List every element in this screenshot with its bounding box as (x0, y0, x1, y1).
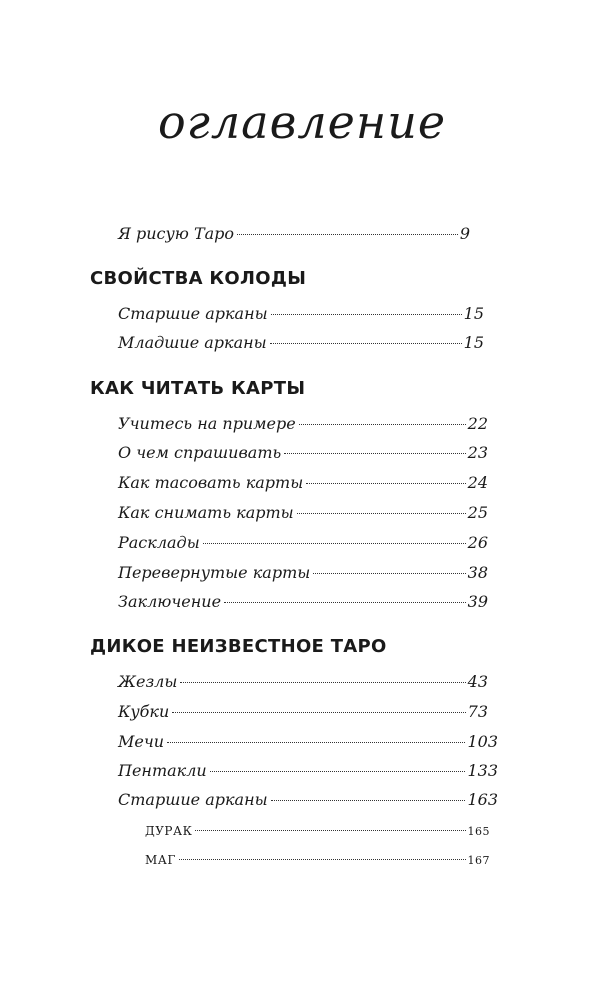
page-number: 165 (467, 825, 490, 838)
dot-leader (210, 770, 466, 772)
toc-entry[interactable] (118, 788, 498, 812)
entry-label: ДУРАК (145, 824, 193, 838)
entry-label: Я рисую Таро (118, 224, 235, 243)
entry-label: Кубки (118, 702, 170, 721)
page-number: 15 (463, 304, 484, 323)
toc-entry[interactable] (118, 331, 484, 355)
entry-label: О чем спрашивать (118, 443, 282, 462)
page-number: 133 (467, 761, 498, 780)
dot-leader (167, 741, 465, 743)
entry-label: Учитесь на примере (118, 414, 296, 433)
dot-leader (271, 313, 462, 315)
toc-entry[interactable] (118, 441, 488, 465)
toc-subentry[interactable] (145, 848, 490, 872)
page-title: оглавление (157, 95, 447, 149)
section-heading-wild-unknown-tarot: ДИКОЕ НЕИЗВЕСТНОЕ ТАРО (90, 636, 387, 657)
page-number: 43 (467, 672, 488, 691)
toc-entry[interactable] (118, 590, 488, 614)
page-number: 26 (467, 533, 488, 552)
toc-entry[interactable] (118, 302, 484, 326)
page-number: 22 (467, 414, 488, 433)
section-heading-how-to-read: КАК ЧИТАТЬ КАРТЫ (90, 378, 306, 399)
page-number: 23 (467, 443, 488, 462)
toc-entry[interactable] (118, 759, 498, 783)
page-number: 163 (467, 790, 498, 809)
dot-leader (297, 512, 466, 514)
entry-label: Пентакли (118, 761, 207, 780)
page-number: 25 (467, 503, 488, 522)
toc-subentry[interactable] (145, 819, 490, 843)
page-number: 167 (467, 854, 490, 867)
dot-leader (313, 572, 465, 574)
dot-leader (271, 799, 466, 801)
dot-leader (237, 233, 458, 235)
toc-entry[interactable] (118, 412, 488, 436)
toc-entry-intro[interactable] (118, 222, 470, 246)
entry-label: Заключение (118, 592, 222, 611)
entry-label: Расклады (118, 533, 200, 552)
section-heading-deck-properties: СВОЙСТВА КОЛОДЫ (90, 268, 307, 289)
entry-label: Мечи (118, 732, 165, 751)
entry-label: Как тасовать карты (118, 473, 304, 492)
toc-entry[interactable] (118, 730, 498, 754)
dot-leader (172, 711, 465, 713)
dot-leader (306, 482, 465, 484)
entry-label: Младшие арканы (118, 333, 267, 352)
page-number: 24 (467, 473, 488, 492)
entry-label: Старшие арканы (118, 304, 268, 323)
entry-label: Перевернутые карты (118, 563, 311, 582)
dot-leader (299, 423, 466, 425)
entry-label: МАГ (145, 853, 176, 867)
dot-leader (270, 342, 462, 344)
dot-leader (195, 829, 465, 831)
toc-entry[interactable] (118, 670, 488, 694)
toc-entry[interactable] (118, 531, 488, 555)
page-number: 15 (463, 333, 484, 352)
page-number: 38 (467, 563, 488, 582)
toc-entry[interactable] (118, 561, 488, 585)
page-number: 73 (467, 702, 488, 721)
dot-leader (179, 858, 466, 860)
page-number: 39 (467, 592, 488, 611)
entry-label: Старшие арканы (118, 790, 268, 809)
dot-leader (203, 542, 466, 544)
entry-label: Как снимать карты (118, 503, 294, 522)
toc-entry[interactable] (118, 700, 488, 724)
dot-leader (224, 601, 466, 603)
page-number: 9 (459, 224, 470, 243)
entry-label: Жезлы (118, 672, 178, 691)
page-number: 103 (467, 732, 498, 751)
dot-leader (180, 681, 465, 683)
toc-entry[interactable] (118, 471, 488, 495)
toc-entry[interactable] (118, 501, 488, 525)
dot-leader (284, 452, 465, 454)
